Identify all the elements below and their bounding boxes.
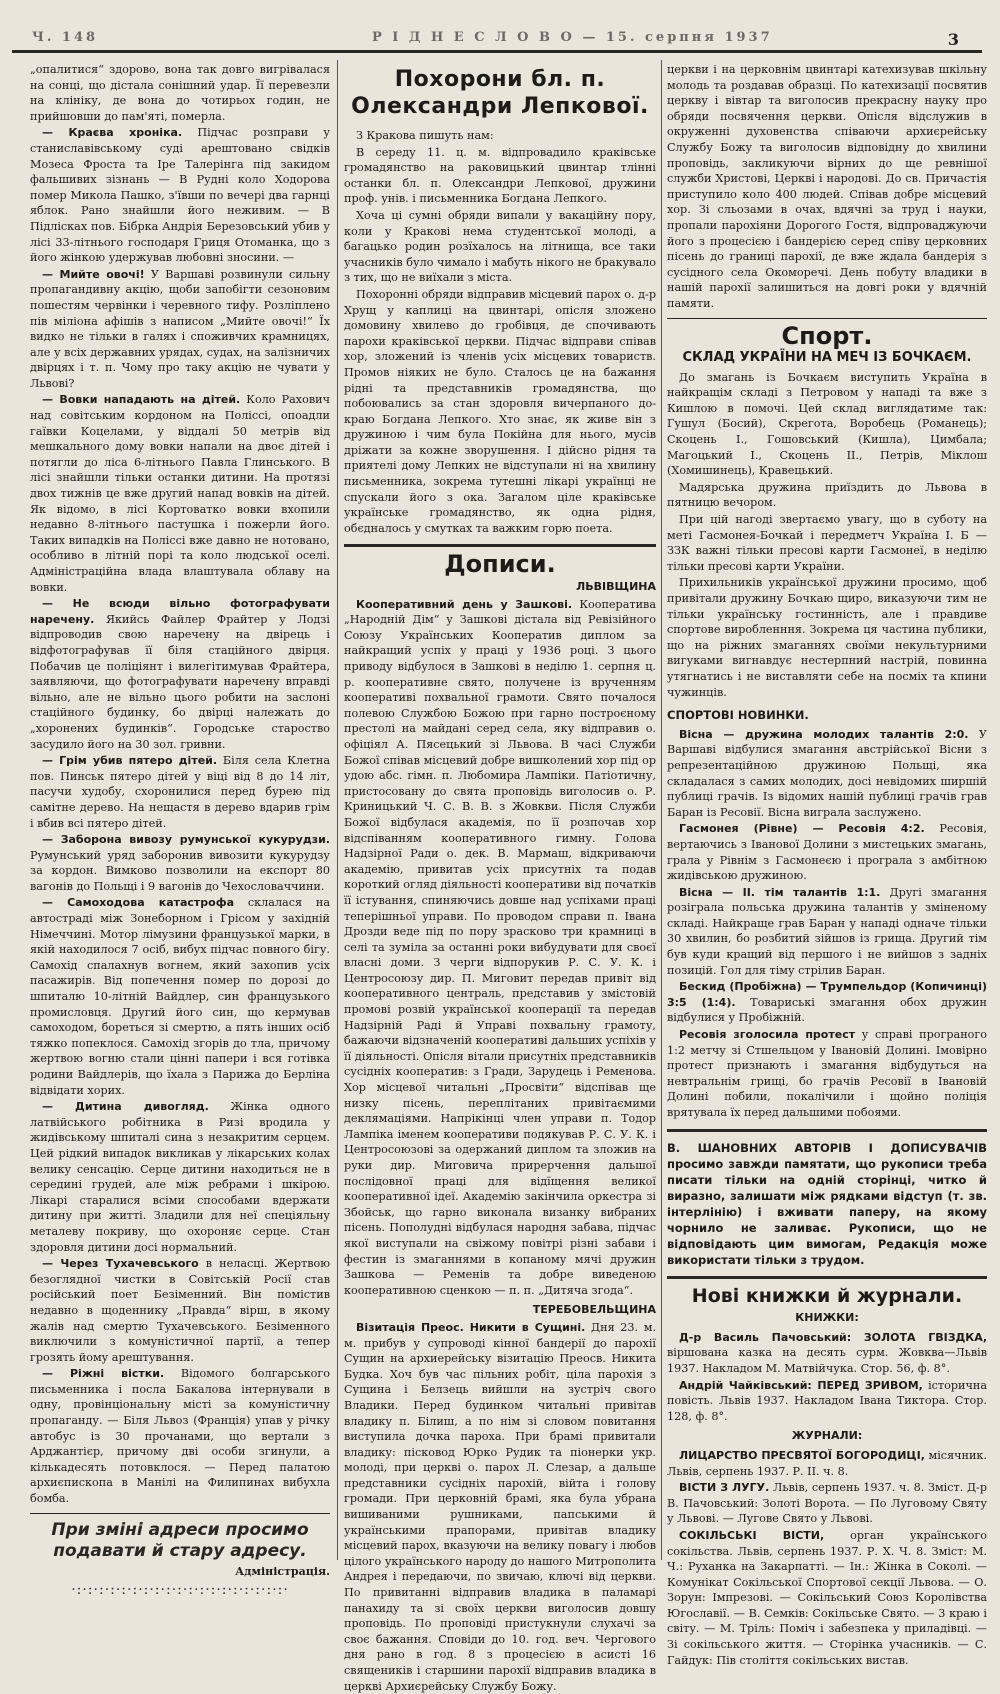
divider [667,318,987,319]
sport-subheading: СКЛАД УКРАЇНИ НА МЕЧ ІЗ БОЧКАЄМ. [682,350,972,366]
article-zashkiv: Кооперативний день у Зашкові. Кооператива „Народній Дім“ у Зашкові дістала від Ревізійного Союзу Українських Кооператив диплом за найкращий успіх у праці у 1936 році. З цього приводу відбулося в Зашкові в неділю 1. серпня ц. р. кооперативне свято, получене із врученням кооперативі похвальної грамоти. Свято почалося полевою Службою Божою при гарно построєному престолі на майдані серед села, яку відправив о. офіціял А. Пясецький зі Львова. В часі Служби Божої співав місцевий добре вишколений хор під ор удою абс. гімн. п. Любомира Лампіки. Патіотичну, пристосовану до свята проповідь виголосив о. Р. Криницький Ч. С. В. В. з Жовкви. Після Служби Божої відбулася академія, по її розпочав хор відспіванням кооперативного гимну. Голова Надзірної Ради о. дек. В. Мармаш, відкриваючи академію, привитав усіх присутніх та подав короткий огляд діяльності кооперативи від початків її істування, спиняючись довше над успіхами праці теперішньої управи. По проводом справи п. Івана Дрозди веде під по пору зрасково три крамниці в селі та зуміла за останні роки вибудувати для своєї власні доми. З черги відпорукив Р. С. У. К. і Центросоюзу дир. П. Миговит передав привіт від кооперативного централь, представив у змістовій промові розвій української кооперації та передав Надзірній Раді й Управі похвальну грамоту, бажаючи відзначеній кооперативі дальших успіхів у її діяльності. Опісля вітали присутніх представників сусідніх кооператив: з Гради, Зарудець і Ременова. Хор місцевої читальні „Просвіти“ відспівав ще низку пісень, переплітаних привітаємими деклямаціями. Напрікінці член управи п. Тодор Лампіка іменем кооперативи подякував Р. С. У. К. і Центросоюзові за одержаний диплом та зложив на руки дир. Миговича прирерчення дальшої послідовної праці для відїщення великої кооперативної ідеї. Академію закінчила оркестра зі Збойськ, що гарно виконала визанку вибраних пісень. Пополудні відбулася народня забава, підчас якої виступали на свіжому повітрі різні забави і фестин із змаганнями в копаному мячі дружин Зашкова — Ременів та добре виведеною кооперативною сценкою — п. п. „Дитяча згода“. [344,597,656,1297]
column-right [667,62,988,1667]
column-divider [337,60,338,1560]
sport-news-item: Ресовія зголосила протест у справі програного 1:2 метчу зі Стшельцом у Івановій Долині. Імовірно протест признають і змагання відбудуться на невтральнім грищі, бо грачів Ресовії в Івановій Долині побили, покалічили і щойно поліція врятувала їх перед дальшими побоями. [667,1028,987,1119]
news-item: — Через Тухачевського в неласці. Жертвою безоглядної чистки в Совітській Росії став російський поет Безіменний. Він помістив недавно в щоденнику „Правда“ вірш, в якому жалів над смертю Тухачевського. Безіменного виключили з комуністичної партії, а тепер грозять йому арештування. [30,1257,331,1364]
books-list [667,1330,987,1425]
books-heading: Нові книжки й журнали. [691,1284,963,1307]
journals-subheading: ЖУРНАЛИ: [791,1429,863,1443]
news-item: — Самоходова катастрофа склалася на автостраді між Зонеборном і Грісом у західній Німеччині. Мотор лімузини французької марки, в якій находилося 7 осіб, вибух підчас повного бігу. Самохід спалахнув вогнем, який захопив усіх пасажирів. Від попечення помер по дорозі до шпиталю 10-літній Вайдлер, син французького промисловця. Другий його син, що кермував самоходом, бореться зі смертю, а пять інших осіб тяжко попеклося. Самохід згорів до тла, причому жертвою вогню стали цінні папери і вся готівка родини Вайдлерів, що їхала з Парижа до Берліна відвідати хорих. [30,896,330,1097]
masthead [12,30,982,53]
journals-list [667,1448,987,1668]
funeral-headline: Похорони бл. п. Олександри Лепкової. [351,67,649,119]
news-item: — Не всюди вільно фотографувати наречену. Якийсь Файлер Фрайтер у Лодзі відпроводив свою наречену на двірець і відфотографував її біля стаційного двірця. Побачив це поліціянт і вилегітимував Фрайтера, заявляючи, що фотографувати наречену вправді вільно, але не вільно цього робити на заслоні стаційного будинку, бо двірці належать до „хоронених будинків“. Городське староство засудило його на 30 зол. гривни. [30,597,330,751]
funeral-paragraph: В середу 11. ц. м. відпровадило краківське громадянство на раковицький цвинтар тлінні останки бл. п. Олександри Лепкової, дружини проф. унів. і письменника Богдана Лепкого. [344,145,656,206]
sport-paragraph: Мадярська дружина приїздить до Львова в пятницю вечором. [667,480,987,510]
news-item: — Заборона вивозу румунської кукурудзи. Румунський уряд заборонив вивозити кукурудзу за кордон. Вимково позволили на експорт 80 вагонів до Польщі і 9 вагонів до Чехословаччини. [30,833,330,893]
region-lviv: ЛЬВІВЩИНА [576,580,656,594]
news-item: — Дитина дивогляд. Жінка одного латвійського робітника в Ризі вродила у жидівському шпиталі сина з незакритим серцем. Цей рідкий випадок викликав у лікарських колах велику сенсацію. Серце дитини находиться не в середині грудей, але між ребрами і шкірою. Лікарі старалися всіми способами вдержати дитину при житті. Зладили для неї спеціяльну металеву покриву, що охороняє серце. Стан здоровля дитини досі нормальний. [30,1100,331,1254]
sport-paragraph: До змагань із Бочкаєм виступить Україна в найкращім складі з Петровом у нападі та вже з Кишлою в помочі. Цей склад виглядатиме так: Гушул (Босий), Скрегота, Воробець (Романець); Скоцень І., Гошовський (Кишла), Цимбала; Магоцький І., Скоцень ІІ., Петрів, Міклош (Хомишинець), Кравецький. [667,370,987,478]
sport-news-heading: СПОРТОВІ НОВИНКИ. [667,708,809,723]
news-items [30,125,330,1506]
divider [344,544,656,547]
books-subheading: КНИЖКИ: [795,1311,859,1325]
issue-number: Ч. 148 [32,30,99,45]
column-divider [661,60,662,1560]
funeral-paragraph: Хоча ці сумні обряди випали у вакаційну пору, коли у Кракові нема студентської молоді, а багацько родин розїхалось на літнища, все таки учасників було чимало і мабуть нікого не бракувало з тих, що не виїхали з міста. [344,208,656,285]
divider [30,1513,330,1514]
sport-news-item: Гасмонея (Рівне) — Ресовія 4:2. Ресовія, вертаючись з Іванової Долини з мистецьких змагань, грала у Рівнім з Гасмонеєю і програла з амбітною жидівською дружиною. [667,822,987,883]
section-title-letters: Дописи. [444,550,556,579]
sport-news-item: Бескид (Пробіжна) — Трумпельдор (Копичинці) 3:5 (1:4). Товариські змагання обох дружин відбулися у Пробіжній. [667,980,987,1025]
book-entry: Д-р Василь Пачовський: ЗОЛОТА ГВІЗДКА, віршована казка на десять сурм. Жовква—Львів 1937. Накладом М. Матвійчука. Стор. 56, ф. 8°. [667,1330,987,1375]
region-terebovlia: ТЕРЕБОВЕЛЬЩИНА [532,1303,656,1317]
authors-notice: В. ШАНОВНИХ АВТОРІВ І ДОПИСУВАЧІВ просимо завжди памятати, що рукописи треба писати тільки на одній сторінці, читко й виразно, залишати між рядками відступ (т. зв. інтерлінію) і вживати паперу, на якому чорнило не заливає. Рукописи, що не відповідають цим вимогам, Редакція може використати тільки з трудом. [667,1140,987,1267]
sport-news [667,727,987,1121]
article-continuation: церкви і на церковнім цвинтарі катехизував шкільну молодь та роздавав образці. По катехизації посвятив церкву і вівтар та виголосив прекрасну науку про обряди посвячення церкви. Опісля відслужив в окруженні духовенства співаючи архиєрейську Службу Божу та виголосив відповідну до хвилини проповідь, закликуючи вірних до ще ревнішої служби Христові, Церкві і народові. До св. Причастія приступило коло 400 людей. Співав добре місцевий хор. Зі сльозами в очах, вдячні за труд і науки, пропали парохіяни Дорогого Гостя, відпроваджуючи його з процесією і бандерією серед співу церковних пісень до границі парохії, де вже ждала бандерія з сусідного села Окоморечі. День побуту владики в нашій парохії залишиться на довгі роки у вдячній памяти. [667,63,987,310]
journal-entry: ЛИЦАРСТВО ПРЕСВЯТОЇ БОГОРОДИЦІ, місячник. Львів, серпень 1937. Р. ІІ. ч. 8. [667,1448,987,1478]
journal-entry: ВІСТИ З ЛУГУ. Львів, серпень 1937. ч. 8. Зміст. Д-р В. Пачовський: Золоті Ворота. — По Луговому Святу у Львові. — Лугове Свято у Львові. [667,1481,987,1526]
news-item: — Вовки нападають на дітей. Коло Рахович над совітським кордоном на Поліссі, опоадли гаївки Коцелами, у віддалі 50 метрів від мешкального дому вовки напали на двоє дітей і потягли до ліса 6-літнього Павла Глинського. В лісі знайшли тільки останки дитини. На протязі двох тижнів це вже другий напад вовків на дітей. Як відомо, в лісі Кортоватко вовки вхопили недавно 8-літнього пастушка і пожерли його. Таких випадків на Поліссі вже давно не нотовано, особливо в літній порі та коло людської оселі. Адміністраційна влада влаштувала облаву на вовки. [30,393,331,594]
news-item: — Мийте овочі! У Варшаві розвинули сильну пропагандивну акцію, щоби запобігти сезоновим пошестям червінки і черевного тифу. Розліплено пів міліона афішів з написом „Мийте овочі!“ Їх видко не тільки в галях і споживчих крамницях, але у всіх державних урядах, судах, на залізничих двірцях і т. п. Чому про таку акцію не чувати у Львові? [30,267,330,390]
sport-article [667,370,987,700]
masthead-title: Р I Д Н Е С Л О В О — 15. серпня 1937 [372,30,773,45]
funeral-paragraph: Похоронні обряди відправив місцевий парох о. д-р Хрущ у каплиці на цвинтарі, опісля зложено домовину хвилево до гробівця, де спочивають парохи краківської церкви. Підчас відправи співав хор, зложений із членів усіх місцевих товариств. Промов ніяких не було. Сталось це на бажання рідні та представників громадянства, що побоювались за стан здоровля вичерпаного до-краю Богдана Лепкого. Хто знає, як живе він з дружиною і чим була Покійна для нього, мусів дріжати за кожне зворушення. І дійсно рідня та приятелі дому Лепких не відступали ні на хвилину письменника, зокрема тутешні лікарі українці не спускали його з ока. Загалом ціле краківське українське громадянство, як одна рідня, обєдналось у смутках та важким горю поета. [344,287,656,535]
column-left [30,62,331,1599]
book-entry: Андрій Чайківський: ПЕРЕД ЗРИВОМ, історична повість. Львів 1937. Накладом Івана Тиктора. Стор. 128, ф. 8°. [667,1378,987,1423]
news-item: — Грім убив пятеро дітей. Біля села Клетна пов. Пинськ пятеро дітей у віці від 8 до 14 літ, пасучи худобу, схоронилися перед бурею під самітне дерево. На нещастя в дерево вдарив грім і вбив всі пятеро дітей. [30,754,331,830]
page-number: 3 [947,30,962,49]
address-notice-signature: Адміністрація. [235,1564,330,1578]
sport-paragraph: Прихильників української дружини просимо, щоб привітали дружину Бочкаю щиро, виказуючи тим не тільки українську гостинність, але і правдиве спортове виробленння. Зокрема ця частина публики, що на ріжних змаганнях своїми некультурними вигуками вигнавдує нестерпний настрій, повинна утягнатись і не виставляти себе на посміх та кпини чужинців. [667,576,987,699]
column-middle [344,62,656,1693]
ornament-border: ·:·:·:·:·:·:·:·:·:·:·:·:·:·:·:·:·:·:·:· [71,1582,289,1599]
sport-news-item: Вісна — дружина молодих талантів 2:0. У Варшаві відбулися змагання австрійської Вісни з репрезентаційною дружиною Польщі, яка складалася з самих молодих, досі невідомих ширшій публиці грачів. Із відомих нашій публиці грачів грав Баран із Ресовії. Вісна виграла заслужено. [667,727,987,819]
funeral-paragraph: З Кракова пишуть нам: [356,129,494,142]
news-item: — Краєва хроніка. Підчас розправи у станиславівському суді арештовано свідків Мозеса Фроста та Іре Талерінга під закидом фальшивих зізнань — В Рудні коло Ходорова помер Микола Пашко, з'ївши по вечері два гарнці яблок. Рано знайшли його неживим. — В Підлісках пов. Бібрка Андрія Березовський убив у лісі 33-літнього господаря Гриця Отоманка, що з його жінкою удержував любовні зносини. — [30,126,330,265]
section-title-sport: Спорт. [781,321,873,350]
news-continuation: „опалитися“ здорово, вона так довго вигрівалася на сонці, що дістала сонішний удар. Її перевезли на клініку, де вона до чотирьох годин, не прийшовши до пам'яті, померла. [30,63,330,123]
divider [667,1276,987,1279]
divider [667,1129,987,1132]
sport-news-item: Вісна — ІІ. тім талантів 1:1. Другі змагання розіграла польська дружина талантів у зміненому складі. Найкраще грав Баран у нападі одначе тільки 30 хвилин, бо розбитий зійшов із грища. Другий тім був куди кращий від першого і не вийшов з задніх позицій. Гол для тіму стрілив Баран. [667,885,988,977]
address-notice: При зміні адреси просимо подавати й стару адресу. [51,1519,309,1561]
journal-entry: СОКІЛЬСЬКІ ВІСТИ, орган українського сокільства. Львів, серпень 1937. Р. Х. Ч. 8. Зміст: М. Ч.: Руханка на Закарпатті. — Ін.: Жінка в Соколі. — Комунікат Сокільської Спортової секції Львова. — О. Зорун: Імпрезові. — Сокільський Союз Королівства Югославії. — В. Семків: Сокільське Свято. — 3 краю і світу. — М. Тріль: Поміч і забезпека у приладівці. — Зі сокільського життя. — Сторінка учасників. — С. Гайдук: Пів століття сокільських вистав. [667,1528,987,1667]
news-item: — Ріжні вістки. Відомого болгарського письменника і посла Бакалова інтернували в одну, провінціональну місті за комуністичну пропаганду. — Біля Львоз (Франція) упав у річку автобус із 30 прочанами, що вертали з Арджантієр, причому дві особи згинули, а кількадесять потовклося. — Перед палатою архиєпископа в Манілі на Филипинах вибухла бомба. [30,1367,330,1506]
funeral-article [344,128,656,536]
article-sushchyn: Візитація Преос. Никити в Сущині. Дня 23. м. м. прибув у супроводі кінної бандерії до парохії Сущин на архиерейську візитацію Преосв. Никита Будка. Хоч був час пільних робіт, ціла парохія з Сущина і Белзець вийшли на зустріч свого Владики. Перед будинком читальні привітав владику п. Білиш, а по нім зі словом повитання виступила дочка пароха. При брамі привитали владику: пісковод Юрко Рудик та піонерки укр. молоді, при церкві о. парох Л. Слезар, а дальше представники сусідніх парохій, війта і голову громади. При церковній брамі, яка була убрана вишиваними рушниками, папськими й українськими прапорами, привітав владику місцевий парох, вказуючи на велику повагу і любов цілого українського народу до нашого Митрополита Андрея і передаючи, по звичаю, ключі від церкви. По привитанні відправив владика в паламарі панахиду та зі своїх церкви виголосив довшу проповідь. По проповіді пристукнули слухачі за своє бажання. Сповіди до 10. год. веч. Чергового дня рано в год. 8 з процесією в асисті 16 священиків і старшини парохії відправив владика в церкві Архиєрейську Службу Божу. [344,1320,656,1693]
sport-paragraph: При цій нагоді звертаємо увагу, що в суботу на меті Гасмонея-Бочкай і передметч Україна І. Б — ЗЗК важні тільки пресові карти Гасмонеї, в неділю тільки пресові карти України. [667,513,987,573]
